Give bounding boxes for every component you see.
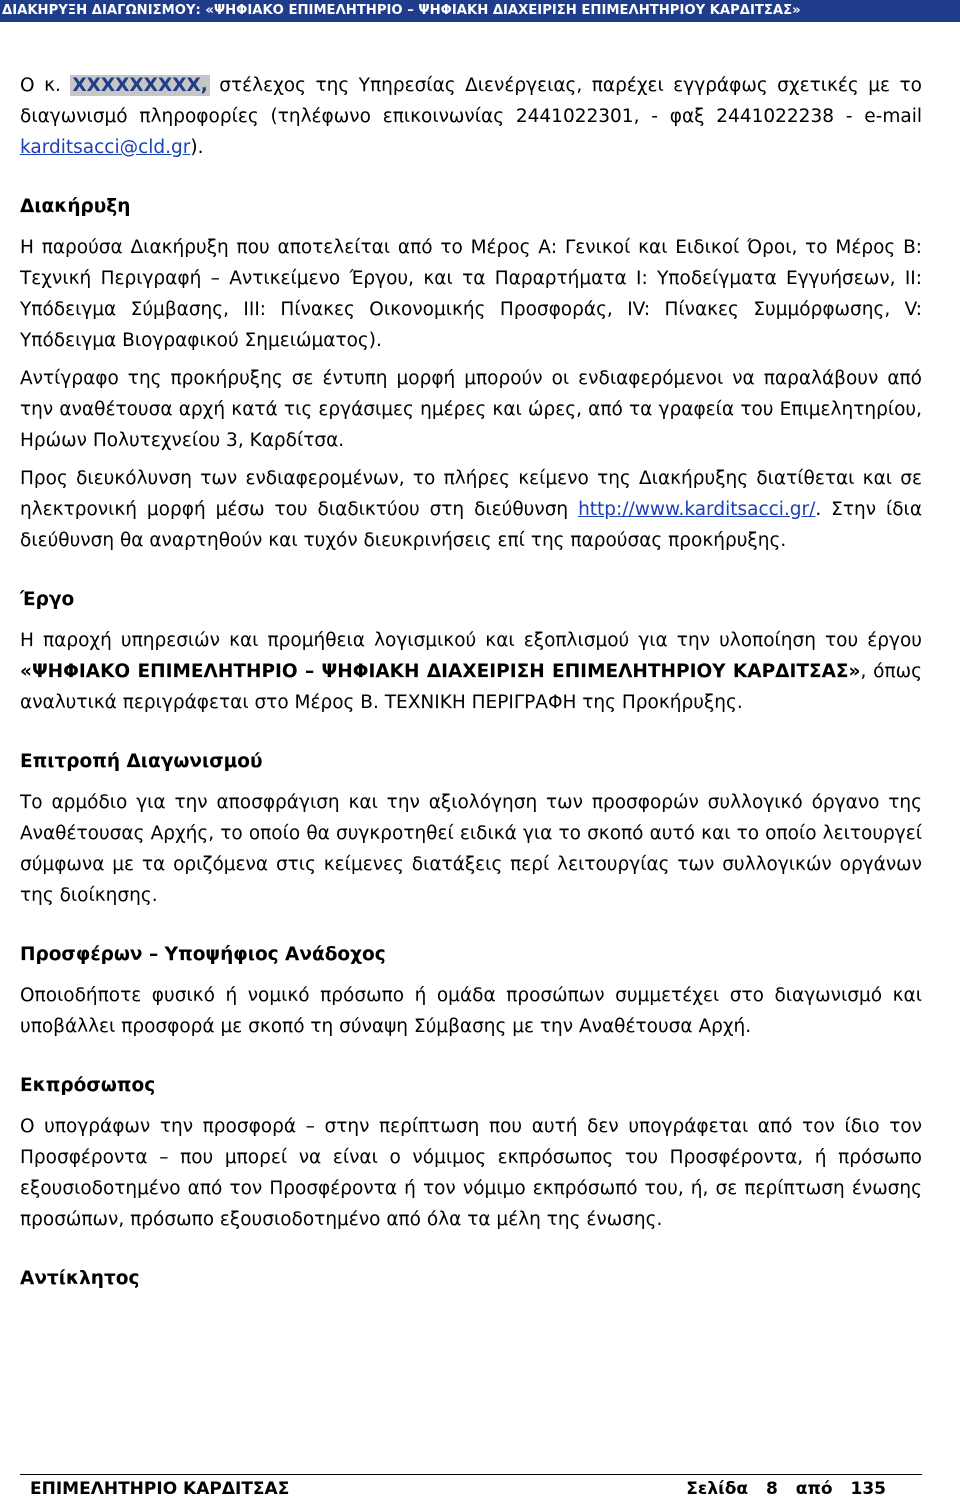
footer-of-label: από [795,1479,833,1499]
redacted-name: XXXXXXXXX, [72,75,208,96]
footer-page-number: 8 [766,1479,778,1499]
ergo-after: , όπως αναλυτικά περιγράφεται στο Μέρος Β. ΤΕΧΝΙΚΗ ΠΕΡΙΓΡΑΦΗ της Προκήρυξης. [20,661,922,713]
ekprosopos-paragraph: Ο υπογράφων την προσφορά – στην περίπτωση που αυτή δεν υπογράφεται από τον ίδιο τον Προσφέροντα – που μπορεί να είναι ο νόμιμος εκπρόσωπος του Προσφέροντα, ή πρόσωπο εξουσιοδοτημένο από τον Προσφέροντα ή τον νόμιμο εκπρόσωπό του, ή, σε περίπτωση ένωσης προσώπων, πρόσωπο εξουσιοδοτημένο από όλα τα μέλη της ένωσης. [20,1116,922,1230]
ergo-before: Η παροχή υπηρεσιών και προμήθεια λογισμικού και εξοπλισμού για την υλοποίηση του έργου [20,630,922,651]
heading-prosferon: Προσφέρων – Υποψήφιος Ανάδοχος [20,944,386,965]
heading-epitropi: Επιτροπή Διαγωνισμού [20,751,263,772]
document-body [20,70,922,1304]
diakiryxi-paragraph-3 [20,463,922,556]
footer-page-info [686,1477,886,1501]
heading-antiklitos: Αντίκλητος [20,1268,140,1289]
intro-paragraph [20,70,922,163]
page-footer [20,1474,922,1499]
document-header [0,0,960,22]
prosferon-paragraph: Οποιοδήποτε φυσικό ή νομικό πρόσωπο ή ομάδα προσώπων συμμετέχει στο διαγωνισμό και υποβάλλει προσφορά με σκοπό τη σύναψη Σύμβασης με την Αναθέτουσα Αρχή. [20,985,922,1037]
diakiryxi-p3-after: . Στην ίδια διεύθυνση θα αναρτηθούν και τυχόν διευκρινήσεις επί της παρούσας προκήρυξης. [20,499,923,551]
heading-diakiryxi: Διακήρυξη [20,196,131,217]
footer-page-label: Σελίδα [686,1479,749,1499]
footer-total-pages: 135 [850,1479,886,1499]
epitropi-paragraph: Το αρμόδιο για την αποσφράγιση και την αξιολόγηση των προσφορών συλλογικό όργανο της Αναθέτουσας Αρχής, το οποίο θα συγκροτηθεί ειδικά για το σκοπό αυτό και το οποίο λειτουργεί σύμφωνα με τα οριζόμενα στις κείμενες διατάξεις περί λειτουργίας των συλλογικών οργάνων της διοίκησης. [20,792,922,906]
ergo-paragraph [20,625,922,718]
intro-prefix: Ο κ. [20,75,71,96]
heading-ergo: Έργο [20,589,75,610]
email-link[interactable]: karditsacci@cld.gr [20,137,191,158]
heading-ekprosopos: Εκπρόσωπος [20,1075,156,1096]
document-header-title: ΔΙΑΚΗΡΥΞΗ ΔΙΑΓΩΝΙΣΜΟΥ: «ΨΗΦΙΑΚΟ ΕΠΙΜΕΛΗΤΗΡΙΟ – ΨΗΦΙΑΚΗ ΔΙΑΧΕΙΡΙΣΗ ΕΠΙΜΕΛΗΤΗΡΙΟΥ ΚΑΡΔΙΤΣΑΣ» [2,3,801,18]
website-link[interactable]: http://www.karditsacci.gr/ [578,499,816,520]
diakiryxi-paragraph-2: Αντίγραφο της προκήρυξης σε έντυπη μορφή μπορούν οι ενδιαφερόμενοι να παραλάβουν από την αναθέτουσα αρχή κατά τις εργάσιμες ημέρες και ώρες, από τα γραφεία του Επιμελητηρίου, Ηρώων Πολυτεχνείου 3, Καρδίτσα. [20,368,922,451]
footer-organization: ΕΠΙΜΕΛΗΤΗΡΙΟ ΚΑΡΔΙΤΣΑΣ [30,1479,290,1499]
diakiryxi-paragraph-1: Η παρούσα Διακήρυξη που αποτελείται από το Μέρος Α: Γενικοί και Ειδικοί Όροι, το Μέρος Β: Τεχνική Περιγραφή – Αντικείμενο Έργου, και τα Παραρτήματα Ι: Υποδείγματα Εγγυήσεων, ΙΙ: Υπόδειγμα Σύμβασης, ΙΙΙ: Πίνακες Οικονομικής Προσφοράς, ΙV: Πίνακες Συμμόρφωσης, V: Υπόδειγμα Βιογραφικού Σημειώματος). [20,237,922,351]
ergo-project-title: «ΨΗΦΙΑΚΟ ΕΠΙΜΕΛΗΤΗΡΙΟ – ΨΗΦΙΑΚΗ ΔΙΑΧΕΙΡΙΣΗ ΕΠΙΜΕΛΗΤΗΡΙΟΥ ΚΑΡΔΙΤΣΑΣ» [20,661,861,682]
intro-suffix: ). [190,137,204,158]
diakiryxi-p3-before: Προς διευκόλυνση των ενδιαφερομένων, το πλήρες κείμενο της Διακήρυξης διατίθεται και σε ηλεκτρονική μορφή μέσω του διαδικτύου στη διεύθυνση [20,468,922,520]
intro-text: στέλεχος της Υπηρεσίας Διενέργειας, παρέχει εγγράφως σχετικές με το διαγωνισμό πληροφορίες (τηλέφωνο επικοινωνίας 2441022301, - φαξ 2441022238 - e-mail [20,75,922,127]
